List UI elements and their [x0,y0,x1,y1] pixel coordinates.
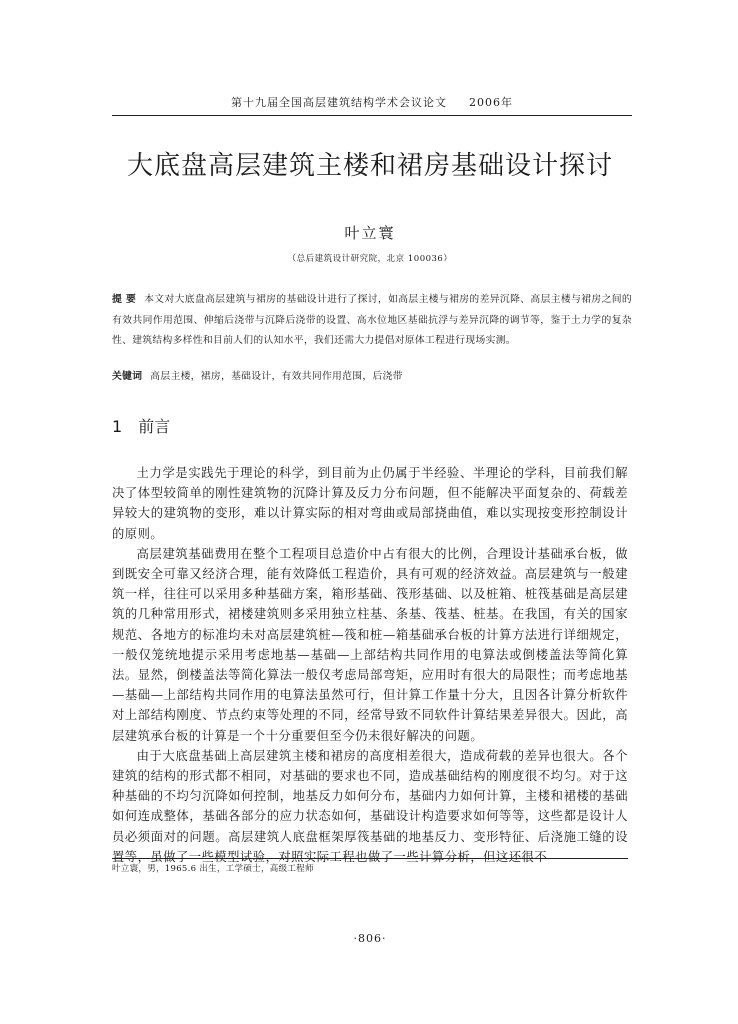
conference-year: 2006年 [469,96,513,109]
abstract-text: 本文对大底盘高层建筑与裙房的基础设计进行了探讨，如高层主楼与裙房的差异沉降、高层主楼与裙房之间的有效共同作用范围、伸缩后浇带与沉降后浇带的设置、高水位地区基础抗浮与差异沉降的调节等，鉴于土力学的复杂性、建筑结构多样性和目前人们的认知水平，我们还需大力提倡对原体工程进行现场实测。 [112,294,633,346]
section-heading [112,414,412,437]
author-affiliation: （总后建筑设计研究院，北京 100036） [287,254,453,264]
body-paragraph: 土力学是实践先于理论的科学，到目前为止仍属于半经验、半理论的学科，目前我们解决了体型较简单的刚性建筑物的沉降计算及反力分布问题，但不能解决平面复杂的、荷载差异较大的建筑物的变形，难以计算实际的相对弯曲或局部挠曲值，难以实现按变形控制设计的原则。 [112,466,628,541]
keywords-label: 关键词 [112,371,143,382]
abstract-label: 提 要 [112,294,137,305]
author-footnote: 叶立寰，男，1965.6 出生，工学硕士，高级工程师 [112,864,314,874]
body-paragraph: 由于大底盘基础上高层建筑主楼和裙房的高度相差很大，造成荷载的差异也很大。各个建筑的结构的形式都不相同，对基础的要求也不同，造成基础结构的刚度很不均匀。对于这种基础的不均匀沉降如何控制，地基反力如何分布，基础内力如何计算，主楼和裙楼的基础如何连成整体，基础各部分的应力状态如何，基础设计构造要求如何等等，这些都是设计人员必须面对的问题。高层建筑人底盘框架厚筏基础的地基反力、变形特征、后浇施工缝的设置等，虽做了一些模型试验，对照实际工程也做了一些计算分析，但这还很不 [112,748,628,864]
page-number: ·806· [353,932,387,945]
abstract [112,290,632,352]
conference-name: 第十九届全国高层建筑结构学术会议论文 [231,96,447,109]
section-number: 1 [112,417,123,436]
keywords-text: 高层主楼，裙房，基础设计，有效共同作用范围，后浇带 [150,371,403,382]
header-divider [112,115,632,116]
author-name: 叶立寰 [344,224,396,242]
body-text [112,463,628,867]
body-paragraph: 高层建筑基础费用在整个工程项目总造价中占有很大的比例，合理设计基础承台板，做到既安全可靠又经济合理，能有效降低工程造价，具有可观的经济效益。高层建筑与一般建筑一样，往往可以采用多种基础方案，箱形基础、筏形基础、以及桩箱、桩筏基础是高层建筑的几种常用形式，裙楼建筑则多采用独立柱基、条基、筏基、桩基。在我国，有关的国家规范、各地方的标准均未对高层建筑桩—筏和桩—箱基础承台板的计算方法进行详细规定，一般仅笼统地提示采用考虑地基—基础—上部结构共同作用的电算法或倒楼盖法等简化算法。显然，倒楼盖法等简化算法一般仅考虑局部弯矩，应用时有很大的局限性；而考虑地基—基础—上部结构共同作用的电算法虽然可行，但计算工作量十分大，且因各计算分析软件对上部结构刚度、节点约束等处理的不同，经常导致不同软件计算结果差异很大。因此，高层建筑承台板的计算是一个十分重要但至今仍未很好解决的问题。 [112,546,628,743]
running-header [112,94,632,114]
keywords [112,369,632,385]
section-title: 前言 [138,417,171,436]
paper-title: 大底盘高层建筑主楼和裙房基础设计探讨 [126,151,613,181]
footnote-divider [112,858,628,859]
